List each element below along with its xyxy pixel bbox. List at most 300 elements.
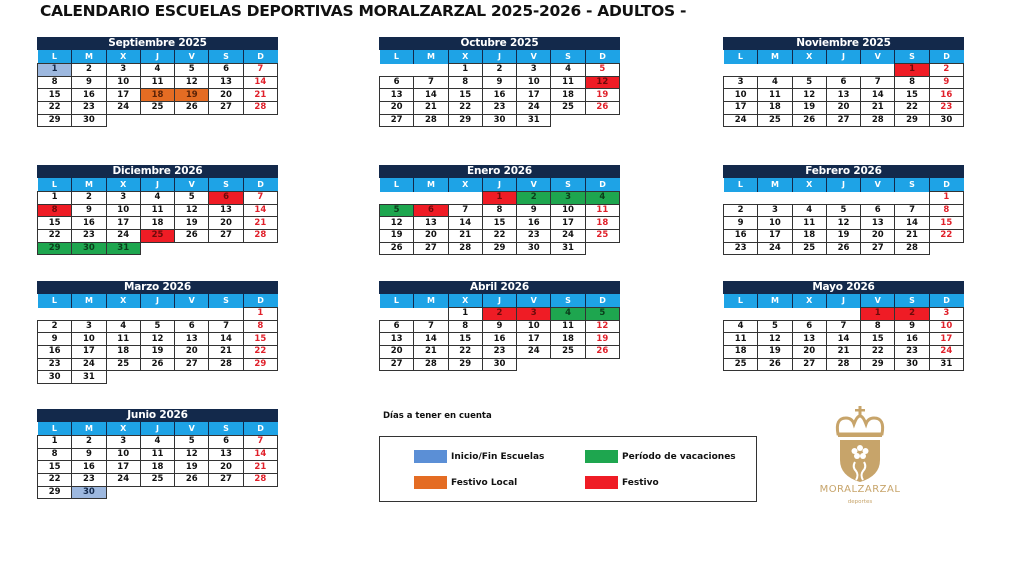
- weekday-header: X: [448, 294, 482, 308]
- day-cell: 22: [448, 346, 482, 359]
- day-cell: 23: [482, 102, 516, 115]
- empty-cell: [140, 308, 174, 321]
- month-title: Septiembre 2025: [37, 37, 278, 50]
- day-cell: 13: [380, 89, 414, 102]
- day-cell: 25: [585, 230, 619, 243]
- day-cell: 8: [929, 204, 963, 217]
- day-cell: 15: [448, 333, 482, 346]
- day-cell: 29: [861, 358, 895, 371]
- day-cell: 31: [551, 242, 585, 255]
- day-cell: 17: [106, 461, 140, 474]
- day-cell: 5: [758, 320, 792, 333]
- day-cell: 1: [929, 192, 963, 205]
- day-cell: 27: [792, 358, 826, 371]
- day-cell: 24: [929, 346, 963, 359]
- weekday-header: J: [140, 294, 174, 308]
- day-cell: 11: [792, 217, 826, 230]
- day-cell: 28: [243, 474, 277, 487]
- weekday-header: D: [929, 178, 963, 192]
- month-calendar: [37, 165, 278, 255]
- day-cell: 12: [175, 448, 209, 461]
- swatch-vacaciones-icon: [585, 450, 618, 463]
- day-cell: 10: [517, 320, 551, 333]
- empty-cell: [758, 64, 792, 77]
- legend-title: Días a tener en cuenta: [383, 411, 492, 421]
- day-cell: 7: [448, 204, 482, 217]
- weekday-header: V: [175, 50, 209, 64]
- day-cell: 20: [380, 346, 414, 359]
- weekday-header: L: [380, 50, 414, 64]
- day-cell: 7: [414, 320, 448, 333]
- day-cell: 10: [106, 448, 140, 461]
- day-cell: 13: [209, 204, 243, 217]
- empty-cell: [792, 308, 826, 321]
- day-cell: 11: [106, 333, 140, 346]
- empty-cell: [380, 192, 414, 205]
- empty-cell: [243, 486, 277, 499]
- day-cell: 21: [414, 102, 448, 115]
- day-cell: 14: [861, 89, 895, 102]
- month-title: Enero 2026: [379, 165, 620, 178]
- empty-cell: [826, 64, 860, 77]
- day-cell: 23: [895, 346, 929, 359]
- weekday-header: D: [243, 294, 277, 308]
- weekday-header: X: [792, 178, 826, 192]
- day-cell: 7: [826, 320, 860, 333]
- empty-cell: [380, 64, 414, 77]
- day-cell: 17: [551, 217, 585, 230]
- day-cell: 26: [175, 230, 209, 243]
- empty-cell: [106, 114, 140, 127]
- day-cell: 20: [792, 346, 826, 359]
- day-cell: 31: [517, 114, 551, 127]
- day-cell: 17: [106, 89, 140, 102]
- day-cell: 14: [826, 333, 860, 346]
- weekday-header: L: [38, 50, 72, 64]
- day-cell: 20: [209, 89, 243, 102]
- day-cell: 14: [243, 76, 277, 89]
- day-cell: 10: [106, 76, 140, 89]
- day-cell: 12: [380, 217, 414, 230]
- day-cell: 18: [585, 217, 619, 230]
- weekday-header: J: [140, 178, 174, 192]
- legend-item-inicio: [414, 450, 544, 463]
- day-cell: 21: [243, 89, 277, 102]
- day-cell: 25: [140, 230, 174, 243]
- weekday-header: V: [517, 50, 551, 64]
- day-cell: 18: [140, 461, 174, 474]
- legend-label: Festivo Local: [451, 477, 518, 488]
- day-cell: 21: [243, 217, 277, 230]
- day-cell: 25: [724, 358, 758, 371]
- day-cell: 28: [448, 242, 482, 255]
- day-cell: 6: [175, 320, 209, 333]
- weekday-header: V: [861, 178, 895, 192]
- day-cell: 5: [585, 64, 619, 77]
- empty-cell: [209, 308, 243, 321]
- day-cell: 2: [929, 64, 963, 77]
- day-cell: 5: [175, 64, 209, 77]
- weekday-header: D: [929, 294, 963, 308]
- day-cell: 5: [140, 320, 174, 333]
- day-cell: 12: [826, 217, 860, 230]
- day-cell: 16: [72, 217, 106, 230]
- day-cell: 19: [175, 461, 209, 474]
- day-cell: 11: [551, 320, 585, 333]
- day-cell: 30: [895, 358, 929, 371]
- day-cell: 15: [895, 89, 929, 102]
- weekday-header: J: [482, 294, 516, 308]
- day-cell: 25: [551, 346, 585, 359]
- day-cell: 16: [482, 333, 516, 346]
- day-cell: 1: [448, 308, 482, 321]
- empty-cell: [551, 358, 585, 371]
- day-cell: 6: [792, 320, 826, 333]
- day-cell: 15: [482, 217, 516, 230]
- day-cell: 26: [585, 346, 619, 359]
- day-cell: 11: [140, 448, 174, 461]
- day-cell: 14: [414, 89, 448, 102]
- empty-cell: [414, 64, 448, 77]
- day-cell: 14: [243, 448, 277, 461]
- month-calendar: [37, 409, 278, 499]
- day-cell: 13: [861, 217, 895, 230]
- weekday-header: L: [38, 422, 72, 436]
- empty-cell: [175, 242, 209, 255]
- day-cell: 19: [585, 333, 619, 346]
- weekday-header: D: [243, 50, 277, 64]
- day-cell: 30: [72, 114, 106, 127]
- day-cell: 22: [38, 230, 72, 243]
- day-cell: 3: [551, 192, 585, 205]
- day-cell: 31: [106, 242, 140, 255]
- weekday-header: D: [929, 50, 963, 64]
- empty-cell: [243, 371, 277, 384]
- day-cell: 28: [414, 114, 448, 127]
- day-cell: 13: [792, 333, 826, 346]
- day-cell: 10: [517, 76, 551, 89]
- empty-cell: [517, 358, 551, 371]
- day-cell: 7: [243, 64, 277, 77]
- empty-cell: [585, 114, 619, 127]
- weekday-header: S: [209, 50, 243, 64]
- day-cell: 24: [72, 358, 106, 371]
- day-cell: 26: [175, 474, 209, 487]
- month-calendar: [723, 165, 964, 255]
- day-cell: 29: [448, 358, 482, 371]
- day-cell: 1: [448, 64, 482, 77]
- day-cell: 2: [895, 308, 929, 321]
- day-cell: 3: [724, 76, 758, 89]
- weekday-header: L: [380, 294, 414, 308]
- day-cell: 18: [106, 346, 140, 359]
- weekday-header: J: [140, 422, 174, 436]
- day-cell: 17: [758, 230, 792, 243]
- day-cell: 6: [380, 76, 414, 89]
- day-cell: 2: [482, 308, 516, 321]
- empty-cell: [175, 114, 209, 127]
- empty-cell: [243, 242, 277, 255]
- day-cell: 10: [72, 333, 106, 346]
- empty-cell: [758, 308, 792, 321]
- day-cell: 29: [482, 242, 516, 255]
- weekday-header: S: [895, 294, 929, 308]
- weekday-header: M: [758, 294, 792, 308]
- day-cell: 17: [724, 102, 758, 115]
- day-cell: 26: [758, 358, 792, 371]
- day-cell: 17: [517, 333, 551, 346]
- day-cell: 28: [861, 114, 895, 127]
- day-cell: 11: [758, 89, 792, 102]
- swatch-festivo-icon: [585, 476, 618, 489]
- weekday-header: M: [72, 294, 106, 308]
- day-cell: 9: [482, 76, 516, 89]
- day-cell: 6: [380, 320, 414, 333]
- day-cell: 1: [861, 308, 895, 321]
- day-cell: 13: [175, 333, 209, 346]
- empty-cell: [792, 64, 826, 77]
- day-cell: 3: [106, 64, 140, 77]
- month-title: Junio 2026: [37, 409, 278, 422]
- weekday-header: L: [38, 178, 72, 192]
- day-cell: 28: [209, 358, 243, 371]
- day-cell: 30: [517, 242, 551, 255]
- day-cell: 18: [140, 89, 174, 102]
- day-cell: 9: [72, 204, 106, 217]
- empty-cell: [724, 192, 758, 205]
- day-cell: 20: [209, 217, 243, 230]
- weekday-header: M: [758, 178, 792, 192]
- day-cell: 29: [38, 486, 72, 499]
- month-title: Noviembre 2025: [723, 37, 964, 50]
- day-cell: 8: [448, 76, 482, 89]
- day-cell: 6: [209, 436, 243, 449]
- empty-cell: [861, 64, 895, 77]
- day-cell: 6: [209, 64, 243, 77]
- day-cell: 7: [209, 320, 243, 333]
- day-cell: 1: [895, 64, 929, 77]
- day-cell: 25: [140, 474, 174, 487]
- logo-subtitle: deportes: [847, 499, 873, 505]
- weekday-header: X: [448, 178, 482, 192]
- day-cell: 29: [243, 358, 277, 371]
- day-cell: 17: [72, 346, 106, 359]
- day-cell: 2: [482, 64, 516, 77]
- day-cell: 12: [175, 76, 209, 89]
- day-cell: 8: [38, 448, 72, 461]
- day-cell: 13: [414, 217, 448, 230]
- day-cell: 3: [106, 436, 140, 449]
- day-cell: 6: [861, 204, 895, 217]
- day-cell: 7: [414, 76, 448, 89]
- day-cell: 30: [482, 358, 516, 371]
- weekday-header: L: [724, 178, 758, 192]
- day-cell: 24: [106, 474, 140, 487]
- day-cell: 16: [724, 230, 758, 243]
- weekday-header: X: [106, 294, 140, 308]
- weekday-header: V: [175, 178, 209, 192]
- day-cell: 31: [929, 358, 963, 371]
- empty-cell: [209, 114, 243, 127]
- empty-cell: [209, 242, 243, 255]
- day-cell: 22: [38, 474, 72, 487]
- weekday-header: X: [792, 294, 826, 308]
- day-cell: 9: [482, 320, 516, 333]
- weekday-header: X: [792, 50, 826, 64]
- day-cell: 12: [175, 204, 209, 217]
- day-cell: 4: [106, 320, 140, 333]
- day-cell: 25: [140, 102, 174, 115]
- weekday-header: M: [72, 178, 106, 192]
- day-cell: 21: [414, 346, 448, 359]
- day-cell: 24: [758, 242, 792, 255]
- day-cell: 7: [243, 436, 277, 449]
- day-cell: 16: [517, 217, 551, 230]
- day-cell: 3: [517, 64, 551, 77]
- month-calendar: [37, 281, 278, 384]
- day-cell: 19: [175, 89, 209, 102]
- day-cell: 3: [517, 308, 551, 321]
- weekday-header: J: [482, 50, 516, 64]
- weekday-header: J: [826, 50, 860, 64]
- day-cell: 2: [38, 320, 72, 333]
- empty-cell: [140, 486, 174, 499]
- day-cell: 8: [38, 204, 72, 217]
- day-cell: 18: [551, 89, 585, 102]
- day-cell: 26: [140, 358, 174, 371]
- day-cell: 4: [758, 76, 792, 89]
- day-cell: 4: [792, 204, 826, 217]
- day-cell: 9: [895, 320, 929, 333]
- day-cell: 30: [929, 114, 963, 127]
- day-cell: 27: [861, 242, 895, 255]
- day-cell: 31: [72, 371, 106, 384]
- day-cell: 11: [140, 76, 174, 89]
- day-cell: 14: [895, 217, 929, 230]
- day-cell: 15: [38, 217, 72, 230]
- weekday-header: J: [482, 178, 516, 192]
- empty-cell: [38, 308, 72, 321]
- day-cell: 20: [826, 102, 860, 115]
- day-cell: 12: [585, 320, 619, 333]
- empty-cell: [106, 308, 140, 321]
- day-cell: 4: [551, 64, 585, 77]
- weekday-header: D: [243, 178, 277, 192]
- weekday-header: M: [414, 178, 448, 192]
- empty-cell: [758, 192, 792, 205]
- weekday-header: X: [106, 50, 140, 64]
- day-cell: 1: [38, 192, 72, 205]
- month-calendar: [379, 37, 620, 127]
- empty-cell: [140, 371, 174, 384]
- day-cell: 5: [175, 436, 209, 449]
- legend-box: [379, 436, 757, 502]
- day-cell: 23: [72, 474, 106, 487]
- day-cell: 11: [724, 333, 758, 346]
- day-cell: 30: [38, 371, 72, 384]
- day-cell: 15: [243, 333, 277, 346]
- day-cell: 7: [243, 192, 277, 205]
- legend-item-local: [414, 476, 517, 489]
- day-cell: 22: [861, 346, 895, 359]
- day-cell: 24: [517, 346, 551, 359]
- day-cell: 18: [758, 102, 792, 115]
- month-calendar: [379, 165, 620, 255]
- weekday-header: D: [585, 294, 619, 308]
- day-cell: 5: [826, 204, 860, 217]
- day-cell: 2: [517, 192, 551, 205]
- day-cell: 4: [585, 192, 619, 205]
- day-cell: 9: [517, 204, 551, 217]
- day-cell: 30: [482, 114, 516, 127]
- day-cell: 19: [758, 346, 792, 359]
- day-cell: 9: [72, 76, 106, 89]
- swatch-inicio-icon: [414, 450, 447, 463]
- weekday-header: M: [414, 294, 448, 308]
- day-cell: 21: [826, 346, 860, 359]
- empty-cell: [209, 486, 243, 499]
- day-cell: 10: [724, 89, 758, 102]
- empty-cell: [106, 486, 140, 499]
- month-calendar: [723, 37, 964, 127]
- day-cell: 19: [140, 346, 174, 359]
- day-cell: 26: [826, 242, 860, 255]
- day-cell: 27: [209, 102, 243, 115]
- day-cell: 27: [826, 114, 860, 127]
- month-title: Diciembre 2026: [37, 165, 278, 178]
- day-cell: 5: [380, 204, 414, 217]
- day-cell: 3: [758, 204, 792, 217]
- empty-cell: [448, 192, 482, 205]
- day-cell: 19: [585, 89, 619, 102]
- day-cell: 6: [414, 204, 448, 217]
- day-cell: 13: [380, 333, 414, 346]
- day-cell: 23: [38, 358, 72, 371]
- month-calendar: [37, 37, 278, 127]
- day-cell: 28: [243, 230, 277, 243]
- day-cell: 10: [551, 204, 585, 217]
- empty-cell: [826, 308, 860, 321]
- weekday-header: M: [72, 50, 106, 64]
- legend-label: Inicio/Fin Escuelas: [451, 451, 545, 462]
- day-cell: 5: [175, 192, 209, 205]
- weekday-header: X: [106, 422, 140, 436]
- month-title: Mayo 2026: [723, 281, 964, 294]
- empty-cell: [72, 308, 106, 321]
- day-cell: 16: [38, 346, 72, 359]
- day-cell: 4: [140, 64, 174, 77]
- empty-cell: [140, 114, 174, 127]
- day-cell: 23: [517, 230, 551, 243]
- day-cell: 29: [38, 242, 72, 255]
- weekday-header: M: [72, 422, 106, 436]
- empty-cell: [414, 192, 448, 205]
- day-cell: 20: [209, 461, 243, 474]
- weekday-header: X: [106, 178, 140, 192]
- weekday-header: S: [551, 50, 585, 64]
- month-title: Febrero 2026: [723, 165, 964, 178]
- day-cell: 8: [243, 320, 277, 333]
- day-cell: 14: [414, 333, 448, 346]
- weekday-header: L: [38, 294, 72, 308]
- day-cell: 21: [209, 346, 243, 359]
- day-cell: 27: [380, 358, 414, 371]
- empty-cell: [929, 242, 963, 255]
- moralzarzal-logo: [808, 404, 912, 512]
- day-cell: 22: [38, 102, 72, 115]
- day-cell: 15: [861, 333, 895, 346]
- day-cell: 18: [792, 230, 826, 243]
